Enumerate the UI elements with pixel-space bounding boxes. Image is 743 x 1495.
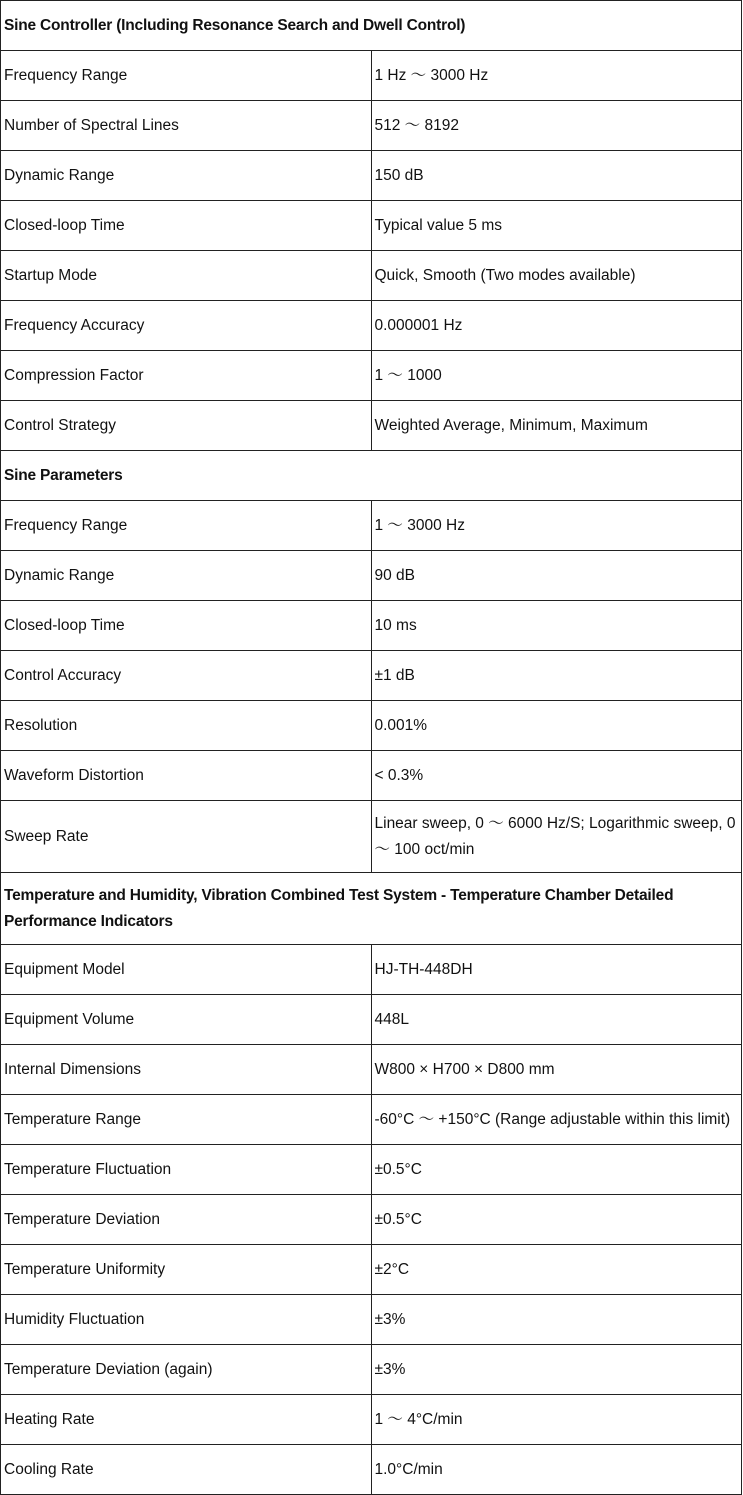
row-label: Sweep Rate	[1, 801, 372, 873]
row-label: Temperature Uniformity	[1, 1245, 372, 1295]
table-row	[1, 151, 742, 201]
row-label: Equipment Volume	[1, 995, 372, 1045]
table-row	[1, 751, 742, 801]
row-value: ±3%	[371, 1295, 742, 1345]
row-label: Startup Mode	[1, 251, 372, 301]
table-row	[1, 1445, 742, 1495]
row-value: -60°C ～ +150°C (Range adjustable within this limit)	[371, 1095, 742, 1145]
table-row	[1, 1145, 742, 1195]
table-row	[1, 1295, 742, 1345]
row-value: 90 dB	[371, 551, 742, 601]
row-value: 10 ms	[371, 601, 742, 651]
row-value: 1 ～ 3000 Hz	[371, 501, 742, 551]
section-title: Temperature and Humidity, Vibration Combined Test System - Temperature Chamber Detailed Performance Indicators	[1, 873, 742, 945]
row-value: 0.001%	[371, 701, 742, 751]
row-value: ±0.5°C	[371, 1195, 742, 1245]
row-label: Frequency Accuracy	[1, 301, 372, 351]
table-row	[1, 701, 742, 751]
table-row	[1, 551, 742, 601]
table-row	[1, 351, 742, 401]
row-value: HJ-TH-448DH	[371, 945, 742, 995]
row-label: Closed-loop Time	[1, 201, 372, 251]
row-value: Linear sweep, 0 ～ 6000 Hz/S; Logarithmic sweep, 0 ～ 100 oct/min	[371, 801, 742, 873]
table-row	[1, 1395, 742, 1445]
table-row	[1, 251, 742, 301]
row-label: Dynamic Range	[1, 151, 372, 201]
row-value: Quick, Smooth (Two modes available)	[371, 251, 742, 301]
row-label: Humidity Fluctuation	[1, 1295, 372, 1345]
row-label: Resolution	[1, 701, 372, 751]
row-value: 1.0°C/min	[371, 1445, 742, 1495]
table-row	[1, 1345, 742, 1395]
section-title: Sine Controller (Including Resonance Search and Dwell Control)	[1, 1, 742, 51]
row-label: Temperature Deviation	[1, 1195, 372, 1245]
table-row	[1, 801, 742, 873]
row-label: Waveform Distortion	[1, 751, 372, 801]
row-value: < 0.3%	[371, 751, 742, 801]
table-row	[1, 651, 742, 701]
row-value: ±0.5°C	[371, 1145, 742, 1195]
row-label: Cooling Rate	[1, 1445, 372, 1495]
section-header-row	[1, 451, 742, 501]
row-value: 512 ～ 8192	[371, 101, 742, 151]
row-label: Temperature Deviation (again)	[1, 1345, 372, 1395]
row-label: Frequency Range	[1, 51, 372, 101]
table-row	[1, 995, 742, 1045]
row-label: Temperature Range	[1, 1095, 372, 1145]
section-header-row	[1, 873, 742, 945]
row-value: Weighted Average, Minimum, Maximum	[371, 401, 742, 451]
row-value: 1 ～ 4°C/min	[371, 1395, 742, 1445]
table-row	[1, 201, 742, 251]
row-value: 1 ～ 1000	[371, 351, 742, 401]
row-value: Typical value 5 ms	[371, 201, 742, 251]
row-label: Number of Spectral Lines	[1, 101, 372, 151]
row-value: W800 × H700 × D800 mm	[371, 1045, 742, 1095]
row-value: 150 dB	[371, 151, 742, 201]
row-label: Closed-loop Time	[1, 601, 372, 651]
table-row	[1, 945, 742, 995]
row-label: Dynamic Range	[1, 551, 372, 601]
table-row	[1, 1195, 742, 1245]
table-row	[1, 601, 742, 651]
section-title: Sine Parameters	[1, 451, 742, 501]
table-row	[1, 1245, 742, 1295]
row-label: Control Accuracy	[1, 651, 372, 701]
table-row	[1, 51, 742, 101]
table-row	[1, 501, 742, 551]
row-value: 1 Hz ～ 3000 Hz	[371, 51, 742, 101]
row-label: Heating Rate	[1, 1395, 372, 1445]
table-row	[1, 401, 742, 451]
row-label: Internal Dimensions	[1, 1045, 372, 1095]
row-label: Temperature Fluctuation	[1, 1145, 372, 1195]
section-header-row	[1, 1, 742, 51]
table-row	[1, 1095, 742, 1145]
row-value: ±2°C	[371, 1245, 742, 1295]
row-value: 0.000001 Hz	[371, 301, 742, 351]
row-label: Compression Factor	[1, 351, 372, 401]
row-value: ±1 dB	[371, 651, 742, 701]
row-value: 448L	[371, 995, 742, 1045]
table-row	[1, 1045, 742, 1095]
row-value: ±3%	[371, 1345, 742, 1395]
row-label: Frequency Range	[1, 501, 372, 551]
table-row	[1, 101, 742, 151]
row-label: Control Strategy	[1, 401, 372, 451]
row-label: Equipment Model	[1, 945, 372, 995]
table-row	[1, 301, 742, 351]
